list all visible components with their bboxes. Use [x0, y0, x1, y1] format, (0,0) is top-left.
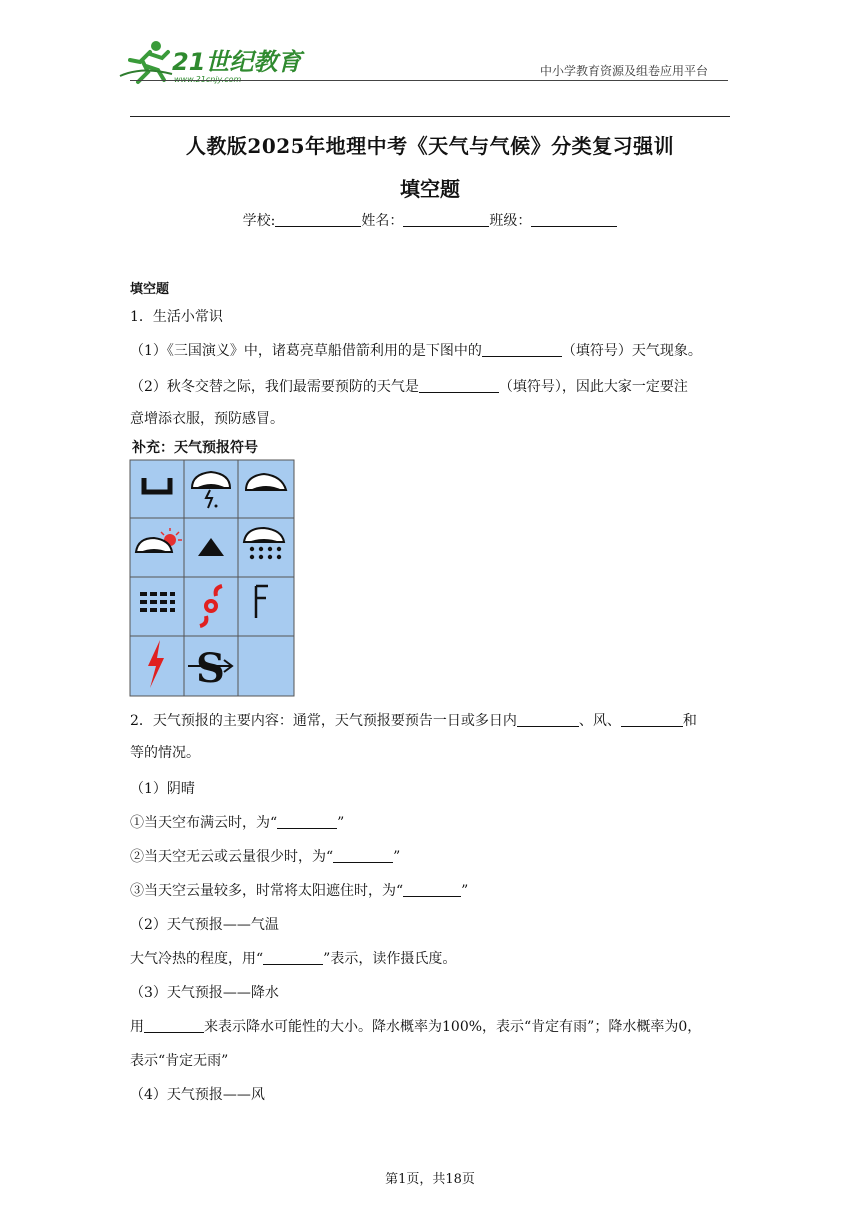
- q2-s1: （1）阴晴: [130, 781, 195, 797]
- close-quote: ”: [337, 815, 345, 831]
- page-title: 人教版2025年地理中考《天气与气候》分类复习强训: [185, 134, 675, 158]
- q1-part2-text-a: （2）秋冬交替之际，我们最需要预防的天气是: [130, 379, 419, 395]
- q2-s2: （2）天气预报——气温: [130, 917, 279, 933]
- q1-part1-text-a: （1）《三国演义》中，诸葛亮草船借箭利用的是下图中的: [130, 343, 482, 359]
- title-divider: [130, 116, 730, 117]
- q2-s1-item3-text: ③当天空云量较多，时常将太阳遮住时，为“: [130, 883, 404, 899]
- q1-part1-text-b: （填符号）天气现象。: [561, 343, 702, 359]
- q2-s3-cont: 表示“肯定无雨”: [130, 1053, 229, 1069]
- platform-name: 中小学教育资源及组卷应用平台: [540, 64, 709, 78]
- student-info: [0, 210, 860, 230]
- school-label: 学校:: [242, 213, 276, 229]
- q2-s1-item2: [130, 846, 400, 866]
- logo-text: 21世纪教育: [172, 48, 302, 76]
- close-quote: ”: [393, 849, 401, 865]
- q2-s1-item3: [130, 880, 468, 900]
- q2-s1-item2-text: ②当天空无云或云量很少时，为“: [130, 849, 334, 865]
- svg-text:S: S: [196, 645, 225, 692]
- name-label: 姓名：: [361, 213, 404, 229]
- q2-stem-cont: 等的情况。: [130, 745, 200, 761]
- q1-part1: [130, 340, 702, 360]
- q1-stem: 1．生活小常识: [130, 309, 223, 325]
- class-blank[interactable]: [531, 212, 617, 227]
- q2-stem-text-b: 、风、: [578, 713, 621, 729]
- q2-stem: [130, 710, 697, 730]
- class-label: 班级：: [489, 213, 532, 229]
- school-blank[interactable]: [275, 212, 361, 227]
- logo-url: www.21cnjy.com: [174, 75, 242, 84]
- q2-stem-text-c: 和: [682, 713, 697, 729]
- q1-part1-blank[interactable]: [482, 342, 562, 357]
- q2-stem-text-a: 2．天气预报的主要内容：通常，天气预报要预告一日或多日内: [130, 713, 517, 729]
- runner-icon: [120, 41, 172, 82]
- q1-part2-blank[interactable]: [419, 378, 499, 393]
- q2-s1-blank-2[interactable]: [333, 848, 393, 863]
- q2-s1-item1: [130, 812, 344, 832]
- header-divider: [130, 80, 728, 81]
- q2-s2-text-a: 大气冷热的程度，用“: [130, 951, 264, 967]
- section-heading: 填空题: [130, 282, 170, 297]
- name-blank[interactable]: [403, 212, 489, 227]
- site-logo: [112, 36, 302, 86]
- q2-s1-blank-3[interactable]: [403, 882, 461, 897]
- close-quote: ”: [461, 883, 469, 899]
- q2-s3: （3）天气预报——降水: [130, 985, 279, 1001]
- q2-s3-text: [130, 1016, 701, 1036]
- q1-part2: [130, 376, 688, 396]
- q2-s4: （4）天气预报——风: [130, 1087, 265, 1103]
- q2-s2-blank[interactable]: [263, 950, 323, 965]
- q2-s3-blank[interactable]: [144, 1018, 204, 1033]
- q2-s3-text-b: 来表示降水可能性的大小。降水概率为100%，表示“肯定有雨”；降水概率为0，: [204, 1019, 702, 1035]
- q2-s2-text: [130, 948, 456, 968]
- q1-part2-text-b: （填符号），因此大家一定要注: [498, 379, 688, 395]
- q2-blank-2[interactable]: [621, 712, 683, 727]
- q2-s2-text-b: ”表示，读作摄氏度。: [323, 951, 457, 967]
- page-number: 第1页，共18页: [385, 1172, 475, 1187]
- panel-caption: 补充：天气预报符号: [132, 440, 258, 456]
- q2-s1-blank-1[interactable]: [277, 814, 337, 829]
- page-subtitle: 填空题: [400, 177, 460, 201]
- q1-part2-cont: 意增添衣服，预防感冒。: [130, 411, 284, 427]
- weather-symbol-panel: [130, 436, 296, 698]
- q2-s3-text-a: 用: [130, 1019, 144, 1035]
- q2-blank-1[interactable]: [517, 712, 579, 727]
- q2-s1-item1-text: ①当天空布满云时，为“: [130, 815, 278, 831]
